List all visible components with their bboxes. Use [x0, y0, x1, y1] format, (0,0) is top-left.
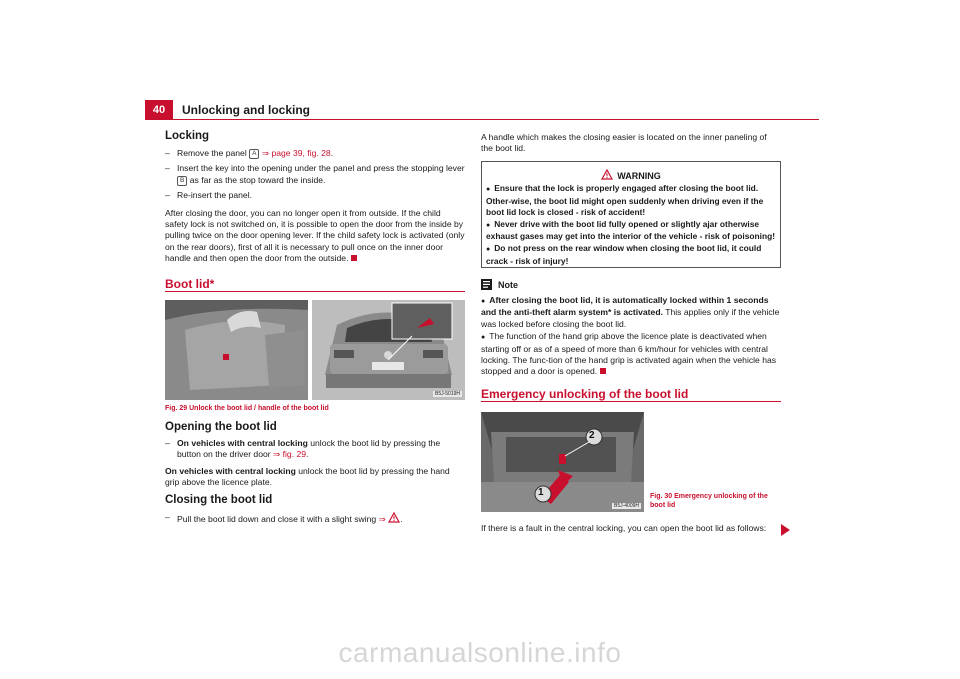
section-rule — [481, 401, 781, 402]
opening-step: – On vehicles with central locking unlock the boot lid by pressing the button on the driver door ⇒ fig. 29. — [165, 438, 441, 460]
figure-reference-link[interactable]: ⇒ fig. 29 — [273, 449, 307, 460]
continue-arrow-icon — [781, 524, 790, 536]
label-b-icon: B — [177, 176, 187, 186]
watermark: carmanualsonline.info — [338, 637, 622, 668]
section-rule — [165, 291, 465, 292]
boot-lid-heading: Boot lid* — [165, 277, 215, 291]
warning-item: ● Never drive with the boot lid fully opened or slightly ajar otherwise exhaust gases may get into the interior of the vehicle - risk of poisoning! — [486, 219, 776, 243]
note-header: Note — [481, 279, 518, 290]
note-icon — [481, 279, 492, 290]
closing-heading: Closing the boot lid — [165, 494, 273, 506]
emergency-paragraph: If there is a fault in the central locking, you can open the boot lid as follows: — [481, 523, 767, 533]
note-item: ● After closing the boot lid, it is automatically locked within 1 seconds and the anti-theft alarm system* is activated. This applies only if the vehicle was locked before closing the boot lid. — [481, 295, 781, 330]
page-number: 40 — [145, 100, 173, 120]
figure-code: B5J-4009H — [613, 503, 639, 509]
header-rule — [145, 119, 819, 120]
note-item: ● The function of the hand grip above the licence plate is deactivated when starting off or as of a speed of more than 6 km/hour for vehicles with central locking. The func-tion of the hand grip is activated again when the vehicle has stopped and a door is opened. — [481, 331, 781, 378]
warning-reference-link[interactable]: ⇒ — [378, 514, 386, 524]
warning-box — [481, 161, 781, 268]
locking-heading: Locking — [165, 130, 210, 142]
opening-heading: Opening the boot lid — [165, 421, 277, 433]
warning-triangle-icon — [388, 512, 400, 523]
callout-1: 1 — [538, 487, 544, 498]
opening-section — [165, 438, 465, 489]
section-end-marker — [600, 368, 606, 374]
car-rear-image — [312, 300, 465, 400]
closing-step: – Pull the boot lid down and close it with a slight swing ⇒ . — [165, 512, 403, 524]
locking-steps — [165, 148, 465, 265]
figure-code: B5J-5019H — [434, 391, 460, 397]
warning-triangle-icon — [601, 169, 613, 180]
section-end-marker — [351, 255, 357, 261]
callout-2: 2 — [589, 430, 595, 441]
intro-paragraph: A handle which makes the closing easier is located on the inner paneling of the boot lid. — [481, 132, 767, 154]
figure-30-caption: Fig. 30 Emergency unlocking of the boot lid — [650, 493, 768, 509]
warning-list — [482, 181, 780, 267]
figure-29-caption: Fig. 29 Unlock the boot lid / handle of the boot lid — [165, 405, 329, 412]
opening-paragraph: On vehicles with central locking unlock the boot lid by pressing the hand grip above the licence plate. — [165, 465, 450, 488]
note-body — [481, 295, 781, 378]
door-panel-image — [165, 300, 308, 400]
boot-interior-image — [481, 412, 644, 512]
emergency-heading: Emergency unlocking of the boot lid — [481, 387, 689, 401]
warning-item: ● Do not press on the rear window when closing the boot lid, it could crack - risk of injury! — [486, 243, 776, 267]
locking-step-3: – Re-insert the panel. — [165, 190, 252, 201]
page-reference-link[interactable]: ⇒ page 39, fig. 28 — [261, 148, 331, 158]
running-header: Unlocking and locking — [182, 103, 311, 117]
locking-step-1: – Remove the panel A ⇒ page 39, fig. 28. — [165, 148, 334, 158]
label-a-icon: A — [249, 149, 259, 159]
locking-step-2: – Insert the key into the opening under the panel and press the stopping lever B as far as the stop toward the inside. — [165, 163, 465, 185]
warning-header: WARNING — [482, 169, 780, 181]
locking-paragraph: After closing the door, you can no longer open it from outside. If the child safety lock is not switched on, it is possible to open the door from the inside by pulling twice on the door opening lever. If the child safety lock is activated (only on the rear doors), first of all it is necessary to pull once on the inner door handle and then open the door from the outside. — [165, 207, 465, 264]
warning-item: ● Ensure that the lock is properly engaged after closing the boot lid. Other-wise, the boot lid might open suddenly when driving even if the boot lid lock is closed - risk of accident! — [486, 183, 776, 219]
